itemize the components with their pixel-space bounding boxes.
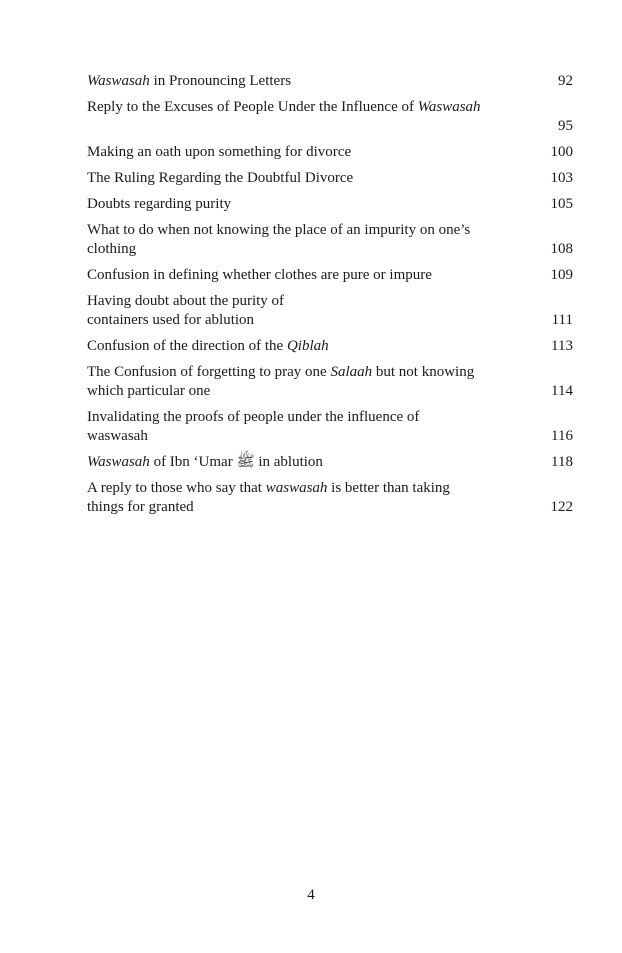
toc-entry-text-segment: Reply to the Excuses of People Under the Influence of [87, 99, 418, 115]
toc-entry[interactable] [87, 337, 573, 356]
toc-entry-text-segment: which particular one [87, 383, 211, 399]
toc-entry-text-segment: of Ibn ‘Umar [149, 454, 237, 470]
toc-entry-title [87, 195, 231, 214]
toc-entry-text-segment: clothing [87, 241, 137, 257]
table-of-contents [87, 72, 573, 524]
toc-entry-line [87, 453, 573, 472]
toc-entry[interactable] [87, 195, 573, 214]
toc-page-number: 122 [550, 499, 573, 515]
toc-entry-text-segment: Qiblah [286, 338, 329, 354]
page-number: 4 [307, 887, 315, 903]
toc-entry-text-segment: Waswasah [87, 73, 150, 89]
toc-entry-line [87, 143, 573, 162]
toc-entry-text-segment: waswasah [87, 428, 148, 444]
toc-entry[interactable] [87, 169, 573, 188]
toc-entry-title [87, 498, 194, 517]
toc-entry-text-segment: Doubts regarding purity [87, 196, 232, 212]
toc-page-number-line [87, 117, 573, 136]
toc-page-number: 95 [558, 118, 573, 134]
toc-entry-title [87, 337, 329, 356]
toc-entry-text-segment: in Pronouncing Letters [149, 73, 292, 89]
toc-entry-title [87, 266, 432, 285]
toc-entry-line [87, 382, 573, 401]
toc-entry-text-segment: What to do when not knowing the place of an impurity on one’s [87, 222, 471, 238]
toc-entry-title [87, 143, 351, 162]
toc-entry-text-segment: but not knowing [372, 364, 475, 380]
toc-entry-text-segment: Confusion in defining whether clothes are pure or impure [87, 267, 432, 283]
toc-entry-title [87, 311, 254, 330]
toc-entry-title [87, 240, 136, 259]
toc-page-number: 109 [550, 267, 573, 283]
toc-entry-line [87, 337, 573, 356]
toc-entry-title [87, 453, 323, 472]
toc-entry-text-segment: Invalidating the proofs of people under the influence of [87, 409, 420, 425]
toc-entry-title-line [87, 98, 573, 117]
toc-entry-text-segment: Waswasah [87, 454, 150, 470]
toc-entry-title-line [87, 363, 573, 382]
toc-entry-line [87, 266, 573, 285]
toc-entry[interactable] [87, 408, 573, 446]
toc-entry[interactable] [87, 266, 573, 285]
toc-entry-text-segment: Having doubt about the purity of [87, 293, 285, 309]
toc-entry-text-segment: Making an oath upon something for divorce [87, 144, 352, 160]
toc-page-number: 118 [551, 454, 573, 470]
toc-entry-title-line [87, 221, 573, 240]
toc-page-number: 92 [558, 73, 573, 89]
toc-entry-line [87, 72, 573, 91]
toc-entry-text-segment: A reply to those who say that [87, 480, 266, 496]
toc-entry-title-line [87, 408, 573, 427]
toc-entry[interactable] [87, 221, 573, 259]
toc-entry-title-line [87, 292, 573, 311]
toc-entry[interactable] [87, 143, 573, 162]
toc-entry[interactable] [87, 292, 573, 330]
toc-entry-text-segment: Confusion of the direction of the [87, 338, 287, 354]
toc-entry-text-segment: The Ruling Regarding the Doubtful Divorce [87, 170, 354, 186]
toc-entry-title [87, 427, 148, 446]
toc-page-number: 108 [550, 241, 573, 257]
toc-entry-line [87, 427, 573, 446]
toc-entry-line [87, 311, 573, 330]
toc-entry-text-segment: Salaah [330, 364, 373, 380]
toc-entry[interactable] [87, 453, 573, 472]
toc-entry-line [87, 498, 573, 517]
toc-entry-text-segment: waswasah [265, 480, 328, 496]
toc-page-number: 114 [551, 383, 573, 399]
toc-entry-text-segment: containers used for ablution [87, 312, 255, 328]
toc-entry-text-segment: is better than taking [327, 480, 450, 496]
toc-page-number: 105 [550, 196, 573, 212]
toc-entry[interactable] [87, 363, 573, 401]
toc-entry-title-line [87, 479, 573, 498]
toc-entry[interactable] [87, 98, 573, 136]
toc-entry[interactable] [87, 479, 573, 517]
toc-page-number: 113 [551, 338, 573, 354]
toc-entry-line [87, 240, 573, 259]
toc-entry-title [87, 72, 291, 91]
toc-entry-text-segment: things for granted [87, 499, 194, 515]
toc-entry-text-segment: ﷺ [236, 454, 255, 470]
toc-entry[interactable] [87, 72, 573, 91]
toc-entry-line [87, 169, 573, 188]
toc-entry-text-segment: in ablution [254, 454, 323, 470]
toc-entry-title [87, 382, 210, 401]
toc-page-number: 103 [550, 170, 573, 186]
toc-page-number: 100 [550, 144, 573, 160]
toc-entry-line [87, 195, 573, 214]
toc-entry-text-segment: The Confusion of forgetting to pray one [87, 364, 331, 380]
toc-page-number: 111 [551, 312, 573, 328]
toc-entry-text-segment: Waswasah [417, 99, 481, 115]
toc-entry-title [87, 169, 353, 188]
toc-page-number: 116 [551, 428, 573, 444]
